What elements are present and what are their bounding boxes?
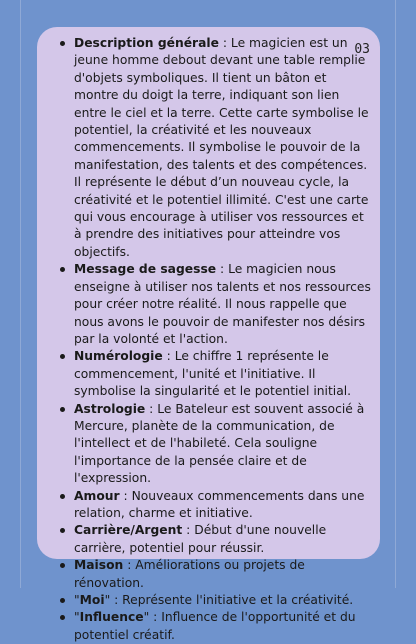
item-text: : Début d'une nouvelle carrière, potentiel pour réussir. xyxy=(74,523,327,555)
content-card xyxy=(37,27,380,642)
bullet-list xyxy=(57,35,374,644)
list-item-influence: "Influence" : Influence de l'opportunité et du potentiel créatif. xyxy=(74,609,374,644)
item-text: : Influence de l'opportunité et du potentiel créatif. xyxy=(74,610,356,642)
item-label: Amour xyxy=(74,488,120,503)
item-text: : Améliorations ou projets de rénovation. xyxy=(74,558,305,590)
item-text: : Le magicien nous enseigne à utiliser nos talents et nos ressources pour créer notre réalité. Il nous rappelle que nous avons le pouvoir de manifester nos désirs par la volonté et l'action. xyxy=(74,262,371,346)
list-item-career xyxy=(74,522,374,557)
item-label: Description générale xyxy=(74,36,219,50)
list-item-numerology xyxy=(74,348,374,400)
item-label: Maison xyxy=(74,558,124,573)
item-text: : Le Bateleur est souvent associé à Mercure, planète de la communication, de l'intellect et de l'habileté. Cela souligne l'importance de la pensée claire et de l'expression. xyxy=(74,401,365,486)
list-item-description xyxy=(74,35,374,261)
item-label: Astrologie xyxy=(74,401,146,416)
list-item-wisdom xyxy=(74,261,374,348)
list-item-love xyxy=(74,488,374,523)
frame-line-left xyxy=(20,0,21,588)
item-label: Carrière/Argent xyxy=(74,523,183,538)
item-label: Moi xyxy=(79,593,105,607)
frame-line-right xyxy=(395,0,396,588)
list-item-astrology xyxy=(74,401,374,488)
item-text: : Nouveaux commencements dans une relation, charme et initiative. xyxy=(74,488,365,520)
item-text: : Le chiffre 1 représente le commencement, l'unité et l'initiative. Il symbolise la singularité et le potentiel initial. xyxy=(74,349,352,399)
item-text: : Le magicien est un jeune homme debout devant une table remplie d'objets symboliques. Il tient un bâton et montre du doigt la terre, indiquant son lien entre le ciel et la terre. Cette carte symbolise le potentiel, la créativité et les nouveaux commencements. Il symbolise le pouvoir de la manifestation, des talents et des compétences. Il représente le début d’un nouveau cycle, la créativité et le potentiel illimité. C'est une carte qui vous encourage à utiliser vos ressources et à prendre des initiatives pour atteindre vos objectifs. xyxy=(74,36,369,259)
page-number: 03 xyxy=(354,42,370,57)
list-item-home xyxy=(74,557,374,592)
item-label: Influence xyxy=(79,610,144,625)
list-item-self: "Moi" : Représente l'initiative et la créativité. xyxy=(74,592,374,609)
item-label: Numérologie xyxy=(74,349,163,364)
item-label: Message de sagesse xyxy=(74,262,217,277)
item-text: : Représente l'initiative et la créativité. xyxy=(110,593,354,607)
